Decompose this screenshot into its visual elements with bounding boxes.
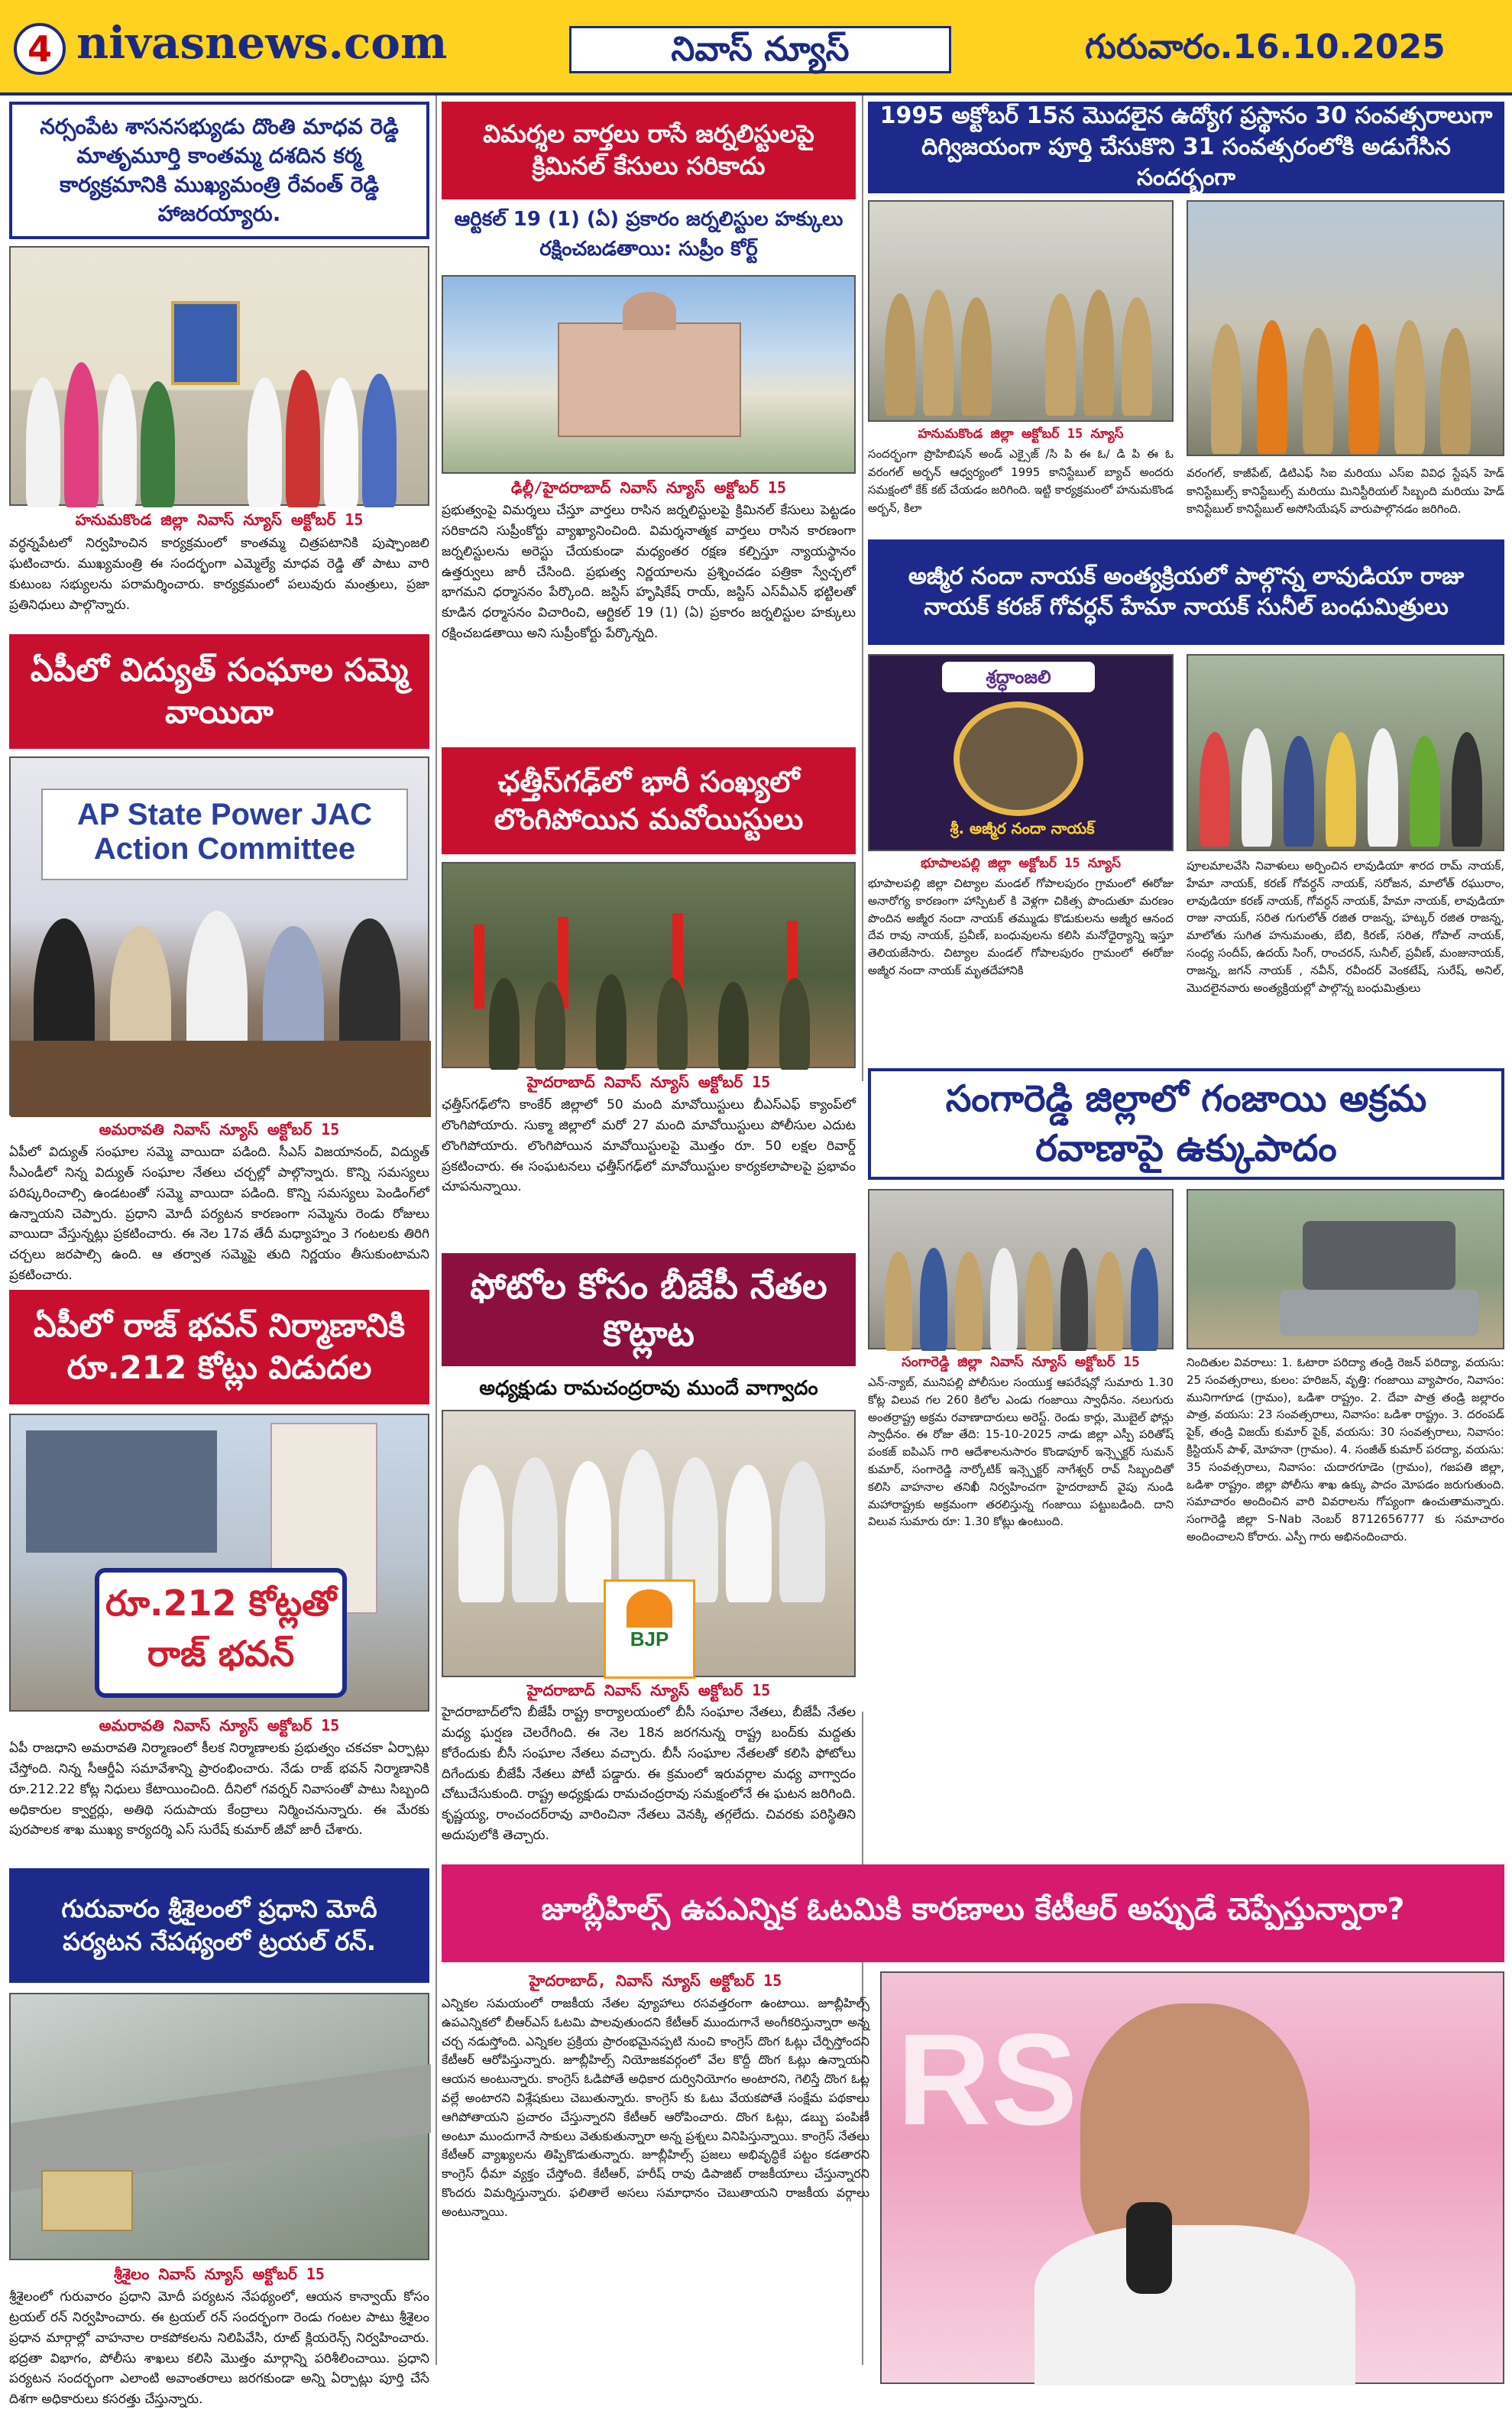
poster-title: శ్రద్ధాంజలి xyxy=(942,662,1095,692)
overlay-card xyxy=(95,1568,347,1698)
photo-ganja-left xyxy=(868,1189,1174,1349)
poster-name: శ్రీ. అజ్మీర నందా నాయక్ xyxy=(950,819,1095,837)
issue-date: గురువారం.16.10.2025 xyxy=(1085,28,1446,66)
overlay-line-2: రాజ్ భవన్ xyxy=(147,1633,295,1674)
body-ap-power: ఏపీలో విద్యుత్ సంఘాల సమ్మె వాయిదా పడింది. సీఎస్ విజయానంద్, విద్యుత్ సీఎండీలో నిన్న విద్యుత్ సంఘాల నేతలు చర్చల్లో పాల్గొన్నారు. కొన్ని సమస్యలు పరిష్కరించాల్సి ఉండటంతో సమ్మె వాయిదా పడింది. కొన్ని సమస్యలు పెండింగ్‌లో ఉన్నాయని చెప్పారు. ప్రధాని మోదీ పర్యటన కారణంగా సమ్మెను రెండు రోజులు వాయిదా వేస్తున్నట్లు ప్రకటించారు. ఈ నెల 17వ తేదీ మధ్యాహ్నం 3 గంటలకు తిరిగి చర్చలు జరపాల్సి ఉంది. ఆ తర్వాత సమ్మెపై తుది నిర్ణయం తీసుకుంటామని ప్రకటించారు. xyxy=(9,1145,429,1284)
headline-mla-ceremony: నర్సంపేట శాసనసభ్యుడు దొంతి మాధవ రెడ్డి మాతృమూర్తి కాంతమ్మ దశదిన కర్మ కార్యక్రమానికి ముఖ్యమంత్రి రేవంత్ రెడ్డి హాజరయ్యారు. xyxy=(9,102,429,239)
body-bjp-clash: హైదరాబాద్‌లోని బీజేపీ రాష్ట్ర కార్యాలయంలో బీసీ సంఘాల నేతలు, బీజేపీ నేతల మధ్య ఘర్షణ చెలరేగింది. ఈ నెల 18న జరగనున్న రాష్ట్ర బంద్‌కు మద్దతు కోరేందుకు బీసీ సంఘాల నేతలు వచ్చారు. బీసీ సంఘాల నేతలతో కలిసి ఫోటోలు దిగేందుకు బీజేపీ నేతలు పోటీ పడ్డారు. ఈ క్రమంలో ఇరువర్గాల మధ్య వాగ్వాదం చోటుచేసుకుంది. రాష్ట్ర అధ్యక్షుడు రామచంద్రరావు సమక్షంలోనే ఈ ఘటన జరిగింది. కృష్ణయ్య, రాంచందర్‌రావు వారించినా నేతలు వెనక్కి తగ్గలేదు. చివరకు పరిస్థితిని అదుపులోకి తెచ్చారు. xyxy=(442,1705,856,1844)
maoists-illustration xyxy=(443,909,857,1070)
photo-supreme-court xyxy=(442,275,856,474)
photo-ganja-right xyxy=(1187,1189,1504,1349)
body-srisailam: శ్రీశైలంలో గురువారం ప్రధాని మోదీ పర్యటన నేపథ్యంలో, ఆయన కాన్వాయ్ కోసం ట్రయల్ రన్ నిర్వహించారు. ఈ ట్రయల్ రన్ సందర్భంగా రెండు గంటల పాటు శ్రీశైలం ప్రధాన మార్గాల్లో వాహనాల రాకపోకలను నిలిపివేసి, రూట్ క్లియరెన్స్ నిర్వహించారు. భద్రతా విభాగం, పోలీసు శాఖలు కలిసి మొత్తం మార్గాన్ని పరిశీలించాయి. ప్రధాని పర్యటన సందర్భంగా ఎలాంటి అవాంతరాలు జరగకుండా అన్ని ఏర్పాట్లు పూర్తి చేసే దిశగా అధికారులు కసరత్తు చేస్తున్నారు. xyxy=(9,2289,429,2408)
speaker-shirt xyxy=(1034,2225,1355,2386)
funeral-crowd-illustration xyxy=(1188,701,1506,853)
photo-raj-bhavan xyxy=(9,1414,429,1712)
headline-ap-power: ఏపీలో విద్యుత్ సంఘాల సమ్మె వాయిదా xyxy=(9,634,429,749)
banner-ap-power: AP State Power JAC Action Committee xyxy=(41,789,408,880)
caption-raj-bhavan: అమరావతి నివాస్ న్యూస్ అక్టోబర్ 15 xyxy=(99,1716,340,1735)
headline-bjp-clash: ఫోటోల కోసం బీజేపీ నేతల కొట్లాట xyxy=(442,1253,856,1366)
page-number: 4 xyxy=(14,23,66,75)
headline-police-service: 1995 అక్టోబర్ 15న మొదలైన ఉద్యోగ ప్రస్థానం 30 సంవత్సరాలుగా దిగ్విజయంగా పూర్తి చేసుకొని 31 సంవత్సరంలోకి అడుగేసిన సందర్భంగా xyxy=(868,102,1504,193)
body-ganja-right: నిందితుల వివరాలు: 1. ఓటారా పరిద్యా తండ్రి రెజన్ పరిద్యా, వయసు: 25 సంవత్సరాలు, కులం: హరిజన్, వృత్తి: గంజాయి వ్యాపారం, నివాసం: మునిగాగూడ (గ్రామం), ఒడిశా రాష్ట్రం. 2. దేవా పాత్ర తండ్రి జల్లారం పాత్ర, వయసు: 23 సంవత్సరాలు, నివాసం: ఒడిశా రాష్ట్రం. 3. దరంపడ్ పైక్, తండ్రి విజయ్ కుమార్ పైక్, వయసు: 30 సంవత్సరాలు, నివాసం: క్రిస్టియన్ పాళ్, మోహనా (గ్రామం). 4. సంజీత్ కుమార్ పరద్యా, వయసు: 35 సంవత్సరాలు, నివాసం: చుదారగూడెం (గ్రామం), గజపతి జిల్లా, ఒడిశా రాష్ట్రం. జిల్లా పోలీసు శాఖ ఉక్కు పాదం మోపడం జరుగుతుంది. సమాచారం అందించిన వారి వివరాలను గోప్యంగా ఉంచుతామన్నారు. సంగారెడ్డి జిల్లా S-Nab నెంబర్ 8712656777 కు సమాచారం అందించాలని కోరారు. ఎస్పీ గారు అభినందించారు. xyxy=(1187,1356,1504,1544)
meeting-image xyxy=(26,1430,217,1553)
subhead-bjp-clash: అధ్యక్షుడు రామచంద్రరావు ముందే వాగ్వాదం xyxy=(479,1377,818,1400)
body-funeral-left: భూపాలపల్లి జిల్లా చిట్యాల మండల్ గోపాలపురం గ్రామంలో ఈరోజు అనారోగ్య కారణంగా హాస్పిటల్ కి వెళ్లగా చికిత్స పొందుతూ మరణం పొందిన అజ్మీర నందా నాయక్ తమ్ముడు కొడుకులను అజ్మీర ఆనంద దేవ రావు నాయక్, ప్రవీణ్, బంధువులను కలిసి మనోధైర్యాన్ని ఇస్తూ తెలియజేసారు. చిట్యాల మండల్ గోపాలపురం గ్రామంలో ఈరోజు అజ్మీర నందా నాయక్ మృతదేహానికి xyxy=(868,876,1174,977)
photo-police-right xyxy=(1187,200,1504,456)
caption-mla-ceremony: హనుమకొండ జిల్లా నివాస్ న్యూస్ అక్టోబర్ 15 xyxy=(75,510,364,529)
paper-name: నివాస్ న్యూస్ xyxy=(569,26,951,73)
subhead-journalists: ఆర్టికల్ 19 (1) (ఏ) ప్రకారం జర్నలిస్టుల హక్కులు రక్షించబడతాయి: సుప్రీం కోర్ట్ xyxy=(454,208,843,261)
caption-ganja: సంగారెడ్డి జిల్లా నివాస్ న్యూస్ అక్టోబర్ 15 xyxy=(902,1354,1140,1370)
body-journalists: ప్రభుత్వంపై విమర్శలు చేస్తూ వార్తలు రాసిన జర్నలిస్టులపై క్రిమినల్ కేసులు పెట్టడం సరికాదని సుప్రీంకోర్టు వ్యాఖ్యానించింది. విమర్శనాత్మక వార్తలు రాసిన కారణంగా జర్నలిస్టులను అరెస్టు చేయకుండా మధ్యంతర రక్షణ కల్పిస్తూ న్యాయస్థానం ఉత్తర్వులు జారీ చేసింది. ప్రభుత్వ నిర్ణయాలను ప్రశ్నించడం పత్రికా స్వేచ్ఛలో భాగమని ధర్మాసనం పేర్కొంది. జస్టిస్ హృషికేష్ రాయ్, జస్టిస్ ఎస్‌వీఎన్ భట్టిలతో కూడిన ధర్మాసనం విచారించి, ఆర్టికల్ 19 (1) (ఏ) ప్రకారం జర్నలిస్టుల హక్కులు రక్షించబడతాయి అని సుప్రీంకోర్టు పేర్కొన్నది. xyxy=(442,503,856,642)
speaker-portrait xyxy=(1080,2003,1310,2263)
photo-maoists xyxy=(442,862,856,1068)
caption-ap-power: అమరావతి నివాస్ న్యూస్ అక్టోబర్ 15 xyxy=(99,1120,340,1139)
vehicle-illustration xyxy=(1303,1221,1455,1290)
body-jubilee-hills: ఎన్నికల సమయంలో రాజకీయ నేతల వ్యూహాలు రసవత్తరంగా ఉంటాయి. జూబ్లీహిల్స్ ఉపఎన్నికలో బీఆర్ఎస్ ఓటమి పాలవుతుందని కేటీఆర్ ముందుగానే అంగీకరిస్తున్నారా అన్న చర్చ నడుస్తోంది. ఎన్నికల ప్రక్రియ ప్రారంభమైనప్పటి నుంచి కాంగ్రెస్ దొంగ ఓట్లు చేర్పిస్తోందని కేటీఆర్ ఆరోపిస్తున్నారు. జూబ్లీహిల్స్ నియోజకవర్గంలో వేల కొద్దీ దొంగ ఓట్లు ఉన్నాయని ఆయన అంటున్నారు. కాంగ్రెస్ ఓడిపోతే అధికార దుర్వినియోగం అంటారని, గెలిస్తే దొంగ ఓట్ల వల్లే అంటారని విశ్లేషకులు చెబుతున్నారు. కాంగ్రెస్ కు ఓటు వేయకపోతే సంక్షేమ పథకాలు ఆగిపోతాయని ప్రచారం చేస్తున్నారని కేటీఆర్ ఆరోపించారు. దొంగ ఓట్లు, డబ్బు పంపిణీ అంటూ ముందుగానే సాకులు వెతుకుతున్నారా అన్న ప్రశ్నలు వినిపిస్తున్నాయి. కాంగ్రెస్ నేతలు కేటీఆర్ వ్యాఖ్యలను తిప్పికొడుతున్నారు. జూబ్లీహిల్స్ ప్రజలు అభివృద్ధికే పట్టం కడతారని కాంగ్రెస్ ధీమా వ్యక్తం చేస్తోంది. కేటీఆర్, హరీష్ రావు డిపాజిట్ రాజకీయాలు చేస్తున్నారని కొందరు విమర్శిస్తున్నారు. ఫలితాలే అసలు సమాధానం చెబుతాయని రాజకీయ వర్గాలు అంటున్నాయి. xyxy=(442,1996,869,2219)
crowd-illustration xyxy=(11,309,431,507)
body-raj-bhavan: ఏపీ రాజధాని అమరావతి నిర్మాణంలో కీలక నిర్మాణాలకు ప్రభుత్వం చకచకా ఏర్పాట్లు చేస్తోంది. నిన్న సీఆర్డీఏ సమావేశాన్ని ప్రారంభించారు. నేడు రాజ్ భవన్ నిర్మాణానికి రూ.212.22 కోట్ల నిధులు కేటాయించింది. దీనిలో గవర్నర్ నివాసంతో పాటు సిబ్బంది అధికారుల క్వార్టర్లు, అతిథి సదుపాయ కేంద్రాలు నిర్మించనున్నారు. ఈ మేరకు పురపాలక శాఖ ముఖ్య కార్యదర్శి ఎస్ సురేష్ కుమార్ జీవో జారీ చేశారు. xyxy=(9,1741,429,1838)
headline-journalists: విమర్శల వార్తలు రాసే జర్నలిస్టులపై క్రిమినల్ కేసులు సరికాదు xyxy=(442,102,856,199)
caption-srisailam: శ్రీశైలం నివాస్ న్యూస్ అక్టోబర్ 15 xyxy=(114,2265,325,2283)
temple-structure xyxy=(41,2170,133,2231)
police-left-illustration xyxy=(869,263,1175,423)
caption-funeral: భూపాలపల్లి జిల్లా అక్టోబర్ 15 న్యూస్ xyxy=(921,856,1121,871)
photo-police-left xyxy=(868,200,1174,422)
body-maoists: ఛత్తీస్‌గఢ్‌లోని కాంకేర్ జిల్లాలో 50 మంది మావోయిస్టులు బీఎస్ఎఫ్ క్యాంప్‌లో లొంగిపోయారు. సుక్మా జిల్లాలో మరో 27 మంది మావోయిస్టులు పోలీసుల ఎదుట లొంగిపోయారు. లొంగిపోయిన మావోయిస్టులపై మొత్తం రూ. 50 లక్షల రివార్డ్ ప్రకటించారు. ఈ సంఘటనలు ఛత్తీస్‌గఢ్‌లో మావోయిస్టుల కార్యకలాపాలపై ప్రభావం చూపనున్నాయి. xyxy=(442,1097,856,1195)
caption-maoists: హైదరాబాద్ నివాస్ న్యూస్ అక్టోబర్ 15 xyxy=(526,1073,771,1091)
photo-mla-ceremony xyxy=(9,246,429,506)
microphone-icon xyxy=(1126,2202,1172,2294)
headline-srisailam: గురువారం శ్రీశైలంలో ప్రధాని మోదీ పర్యటన నేపథ్యంలో ట్రయల్ రన్. xyxy=(9,1868,429,1983)
photo-ap-power xyxy=(9,756,429,1116)
body-ganja-left: ఎన్-న్యాబ్, మునిపల్లి పోలీసుల సంయుక్త ఆపరేషన్లో సుమారు 1.30 కోట్ల విలువ గల 260 కిలోల ఎండు గంజాయి స్వాధీనం. నలుగురు అంతర్రాష్ట్ర అక్రమ రవాణాదారులు అరెస్ట్. రెండు కార్లు, మొబైల్ ఫోన్లు స్వాధీనం. ఈ రోజు తేది: 15-10-2025 నాడు జిల్లా ఎస్పీ పరితోష్ పంకజ్ ఐపిఎస్ గారి ఆదేశాలనుసారం కొండాపూర్ ఇన్స్పెక్టర్ సుమన్ కుమార్, సంగారెడ్డి నార్కోటిక్ ఇన్స్పెక్టర్ నాగేశ్వర్ రావ్ సిబ్బందితో కలిసి వాహనాల తనిఖీ నిర్వహించగా హైదరాబాద్ వైపు నుండి మహారాష్ట్రకు అక్రమంగా తరలిస్తున్న గంజాయి పట్టుబడింది. దాని విలువ సుమారు రూ: 1.30 కోట్లు ఉంటుంది. xyxy=(868,1375,1174,1529)
podium-label: BJP xyxy=(630,1628,669,1650)
body-police-right: వరంగల్, కాజీపేట్, డిటిఎఫ్ సిఐ మరియు ఎస్ఐ వివిధ స్టేషన్ హెడ్ కానిస్టేబుల్స్ కానిస్టేబుల్స్ మరియు మినిస్టీరియల్ సిబ్బంది మరియు హెడ్ కానిస్టేబుల్ కానిస్టేబుల్ అసోసియేషన్ వారుపాల్గొనడం జరిగింది. xyxy=(1187,466,1504,517)
column-rule-1 xyxy=(435,96,437,2365)
caption-bjp-clash: హైదరాబాద్ నివాస్ న్యూస్ అక్టోబర్ 15 xyxy=(526,1681,771,1699)
caption-police-service: హనుమకొండ జిల్లా అక్టోబర్ 15 న్యూస్ xyxy=(918,426,1124,442)
ganja-left-illustration xyxy=(869,1229,1175,1351)
headline-maoists: ఛత్తీస్‌గఢ్‌లో భారీ సంఖ్యలో లొంగిపోయిన మవోయిస్టులు xyxy=(442,747,856,854)
headline-jubilee-hills: జూబ్లీహిల్స్ ఉపఎన్నిక ఓటమికి కారణాలు కేటీఆర్ అప్పుడే చెప్పేస్తున్నారా? xyxy=(442,1864,1504,1962)
bjp-podium xyxy=(604,1579,695,1679)
seized-bags-illustration xyxy=(1280,1290,1478,1336)
site-name[interactable]: nivasnews.com xyxy=(76,17,448,69)
portrait-wreath xyxy=(953,701,1083,816)
party-backdrop: RS xyxy=(897,2007,1078,2152)
body-mla-ceremony: వర్ధన్నపేటలో నిర్వహించిన కార్యక్రమంలో కాంతమ్మ చిత్రపటానికి పుష్పాంజలి ఘటించారు. ముఖ్యమంత్రి ఈ సందర్భంగా ఎమ్మెల్యే మాధవ రెడ్డి తో పాటు వారి కుటుంబ సభ్యులను పరామర్శించారు. కార్యక్రమంలో పలువురు మంత్రులు, ప్రజా ప్రతినిధులు పాల్గొన్నారు. xyxy=(9,536,429,613)
column-rule-2 xyxy=(862,96,863,1081)
headline-funeral: అజ్మీర నందా నాయక్ అంత్యక్రియలో పాల్గొన్న లావుడియా రాజు నాయక్ కరణ్ గోవర్ధన్ హేమా నాయక్ సునీల్ బంధుమిత్రులు xyxy=(868,539,1504,645)
lotus-icon xyxy=(626,1589,672,1628)
photo-funeral-poster xyxy=(868,654,1174,851)
photo-funeral-crowd xyxy=(1187,654,1504,851)
photo-srisailam xyxy=(9,1993,429,2260)
photo-ktr xyxy=(880,1971,1504,2384)
caption-journalists: ఢిల్లీ/హైదరాబాద్ నివాస్ న్యూస్ అక్టోబర్ 15 xyxy=(510,478,787,497)
overlay-line-1: రూ.212 కోట్లతో xyxy=(105,1582,336,1624)
headline-ganja: సంగారెడ్డి జిల్లాలో గంజాయి అక్రమ రవాణాపై ఉక్కుపాదం xyxy=(868,1068,1504,1180)
police-right-illustration xyxy=(1188,293,1506,458)
headline-raj-bhavan: ఏపీలో రాజ్ భవన్ నిర్మాణానికి రూ.212 కోట్లు విడుదల xyxy=(9,1290,429,1404)
press-meet-illustration xyxy=(11,888,431,1117)
court-dome xyxy=(623,292,676,330)
court-building xyxy=(558,322,741,437)
body-funeral-right: పూలమాలవేసి నివాళులు అర్పించిన లావుడియా శారద రామ్ నాయక్, హేమా నాయక్, కరణ్ గోవర్ధన్ నాయక్, సరోజన, మాలోత్ రఘురాం, లావుడియా కరణ్ నాయక్, గోవర్ధన్ నాయక్, హేమా నాయక్, లావుడియా రాజు నాయక్, సరిత గుగులోత్ రజిత రాజన్న, హట్కర్ రజిత రాజన్న, మాలోతు సుగిత హనుమంతు, బేబి, కిరణ్, సరిత, గోపాల్ నాయక్, సంధ్య సందీప్, ఉదయ్ సింగ్, రాంచరన్, సునీల్, ప్రవీణ్, మంజునాయక్, రాజన్న, జగన్ నాయక్ , నవీన్, రవీందర్ వెంకటేష్, సురేష్, అనిల్, మొదలైనవారు అంత్యక్రియల్లో పాల్గొన్న బంధుమిత్రులు xyxy=(1187,859,1504,995)
bjp-crowd-illustration xyxy=(443,1434,857,1602)
caption-jubilee-hills: హైదరాబాద్, నివాస్ న్యూస్ అక్టోబర్ 15 xyxy=(529,1971,782,1990)
body-police-left: సందర్భంగా ప్రొహిబిషన్ అండ్ ఎక్సైజ్ /సి పి ఈ ఓ/ డి పి ఈ ఓ వరంగల్ అర్బన్ ఆధ్వర్యంలో 1995 కానిస్టేబుల్ బ్యాచ్ అందరు సమక్షంలో కేక్ కట్ చేయడం జరిగింది. ఇట్టి కార్యక్రమంలో హనుమకొండ అర్బన్, కిలా xyxy=(868,447,1174,516)
photo-bjp-clash xyxy=(442,1410,856,1677)
